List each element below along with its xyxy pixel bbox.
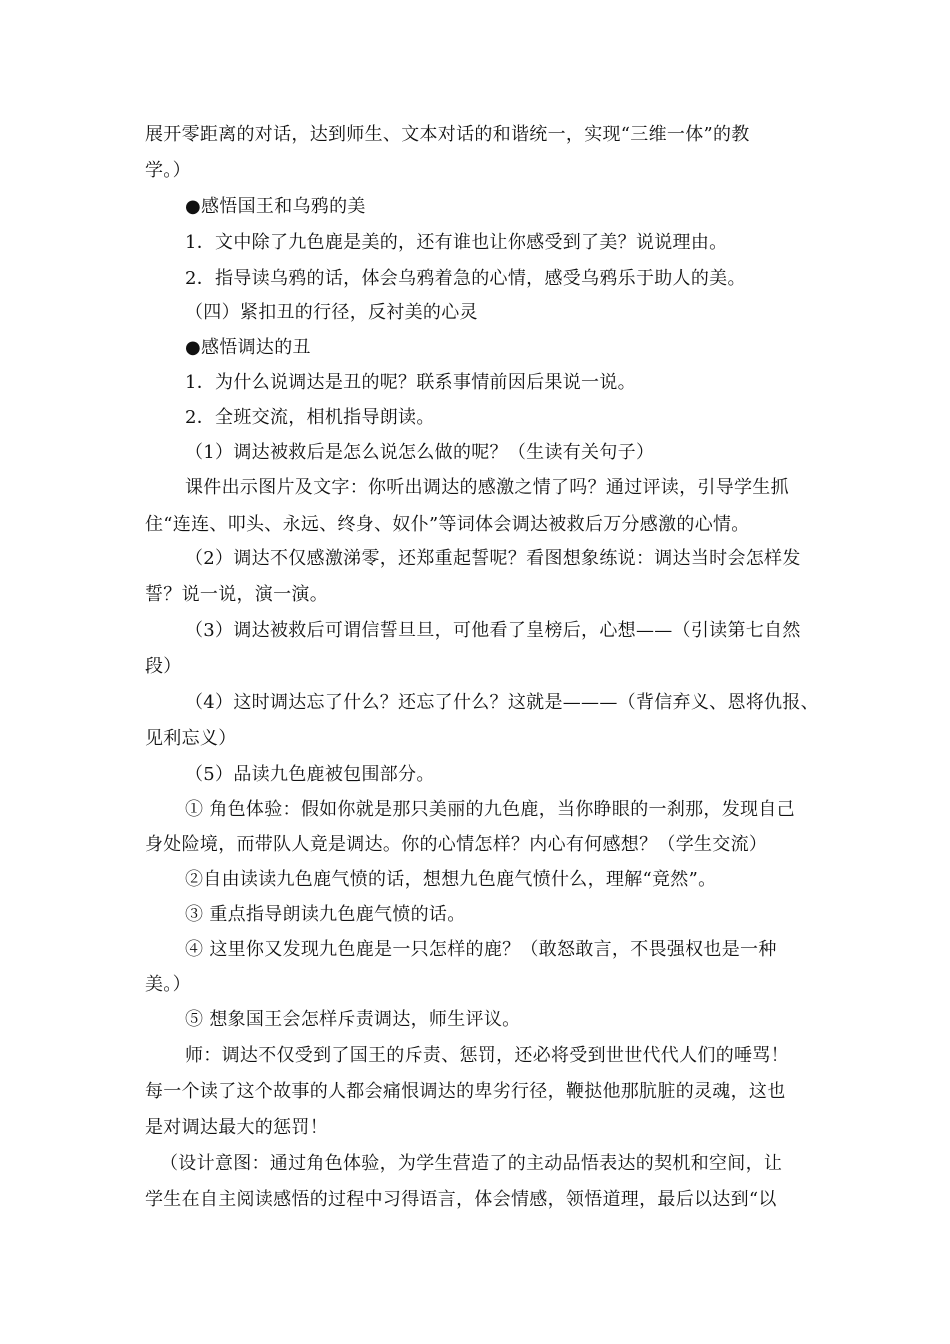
text-line: 课件出示图片及文字：你听出调达的感激之情了吗？通过评读，引导学生抓 <box>185 477 789 498</box>
text-line: 住“连连、叩头、永远、终身、奴仆”等词体会调达被救后万分感激的心情。 <box>145 514 750 535</box>
text-line: 师：调达不仅受到了国王的斥责、惩罚，还必将受到世世代代人们的唾骂！ <box>185 1045 789 1066</box>
text-line: 2．全班交流，相机指导朗读。 <box>185 407 435 428</box>
text-line: （2）调达不仅感激涕零，还郑重起誓呢？看图想象练说：调达当时会怎样发 <box>185 548 801 569</box>
text-line: ④ 这里你又发现九色鹿是一只怎样的鹿？（敢怒敢言，不畏强权也是一种 <box>185 939 777 960</box>
text-line: ① 角色体验：假如你就是那只美丽的九色鹿，当你睁眼的一刹那，发现自己 <box>185 799 795 820</box>
section-heading: （四）紧扣丑的行径，反衬美的心灵 <box>185 302 478 323</box>
text-line: 2．指导读乌鸦的话，体会乌鸦着急的心情，感受乌鸦乐于助人的美。 <box>185 268 746 289</box>
section-heading: ●感悟国王和乌鸦的美 <box>185 196 366 217</box>
text-line: 1．为什么说调达是丑的呢？联系事情前因后果说一说。 <box>185 372 636 393</box>
text-line: 誓？说一说，演一演。 <box>145 584 328 605</box>
text-line: （设计意图：通过角色体验，为学生营造了的主动品悟表达的契机和空间，让 <box>160 1153 783 1174</box>
text-line: 身处险境，而带队人竟是调达。你的心情怎样？内心有何感想？（学生交流） <box>145 834 768 855</box>
text-line: 展开零距离的对话，达到师生、文本对话的和谐统一，实现“三维一体”的教 <box>145 124 750 145</box>
text-line: 每一个读了这个故事的人都会痛恨调达的卑劣行径，鞭挞他那肮脏的灵魂，这也 <box>145 1081 786 1102</box>
text-line: （1）调达被救后是怎么说怎么做的呢？（生读有关句子） <box>185 442 655 463</box>
text-line: 学生在自主阅读感悟的过程中习得语言，体会情感，领悟道理，最后以达到“以 <box>145 1189 777 1210</box>
text-line: （3）调达被救后可谓信誓旦旦，可他看了皇榜后，心想——（引读第七自然 <box>185 620 801 641</box>
text-line: （4）这时调达忘了什么？还忘了什么？这就是———（背信弃义、恩将仇报、 <box>185 692 819 713</box>
text-line: ②自由读读九色鹿气愤的话，想想九色鹿气愤什么，理解“竟然”。 <box>185 869 717 890</box>
text-line: （5）品读九色鹿被包围部分。 <box>185 764 435 785</box>
text-line: 1．文中除了九色鹿是美的，还有谁也让你感受到了美？说说理由。 <box>185 232 728 253</box>
text-line: 是对调达最大的惩罚！ <box>145 1117 328 1138</box>
text-line: ⑤ 想象国王会怎样斥责调达，师生评议。 <box>185 1009 521 1030</box>
section-heading: ●感悟调达的丑 <box>185 337 311 358</box>
text-line: ③ 重点指导朗读九色鹿气愤的话。 <box>185 904 466 925</box>
text-line: 学。） <box>145 160 191 181</box>
text-line: 段） <box>145 656 182 677</box>
text-line: 美。） <box>145 974 191 995</box>
text-line: 见利忘义） <box>145 728 237 749</box>
